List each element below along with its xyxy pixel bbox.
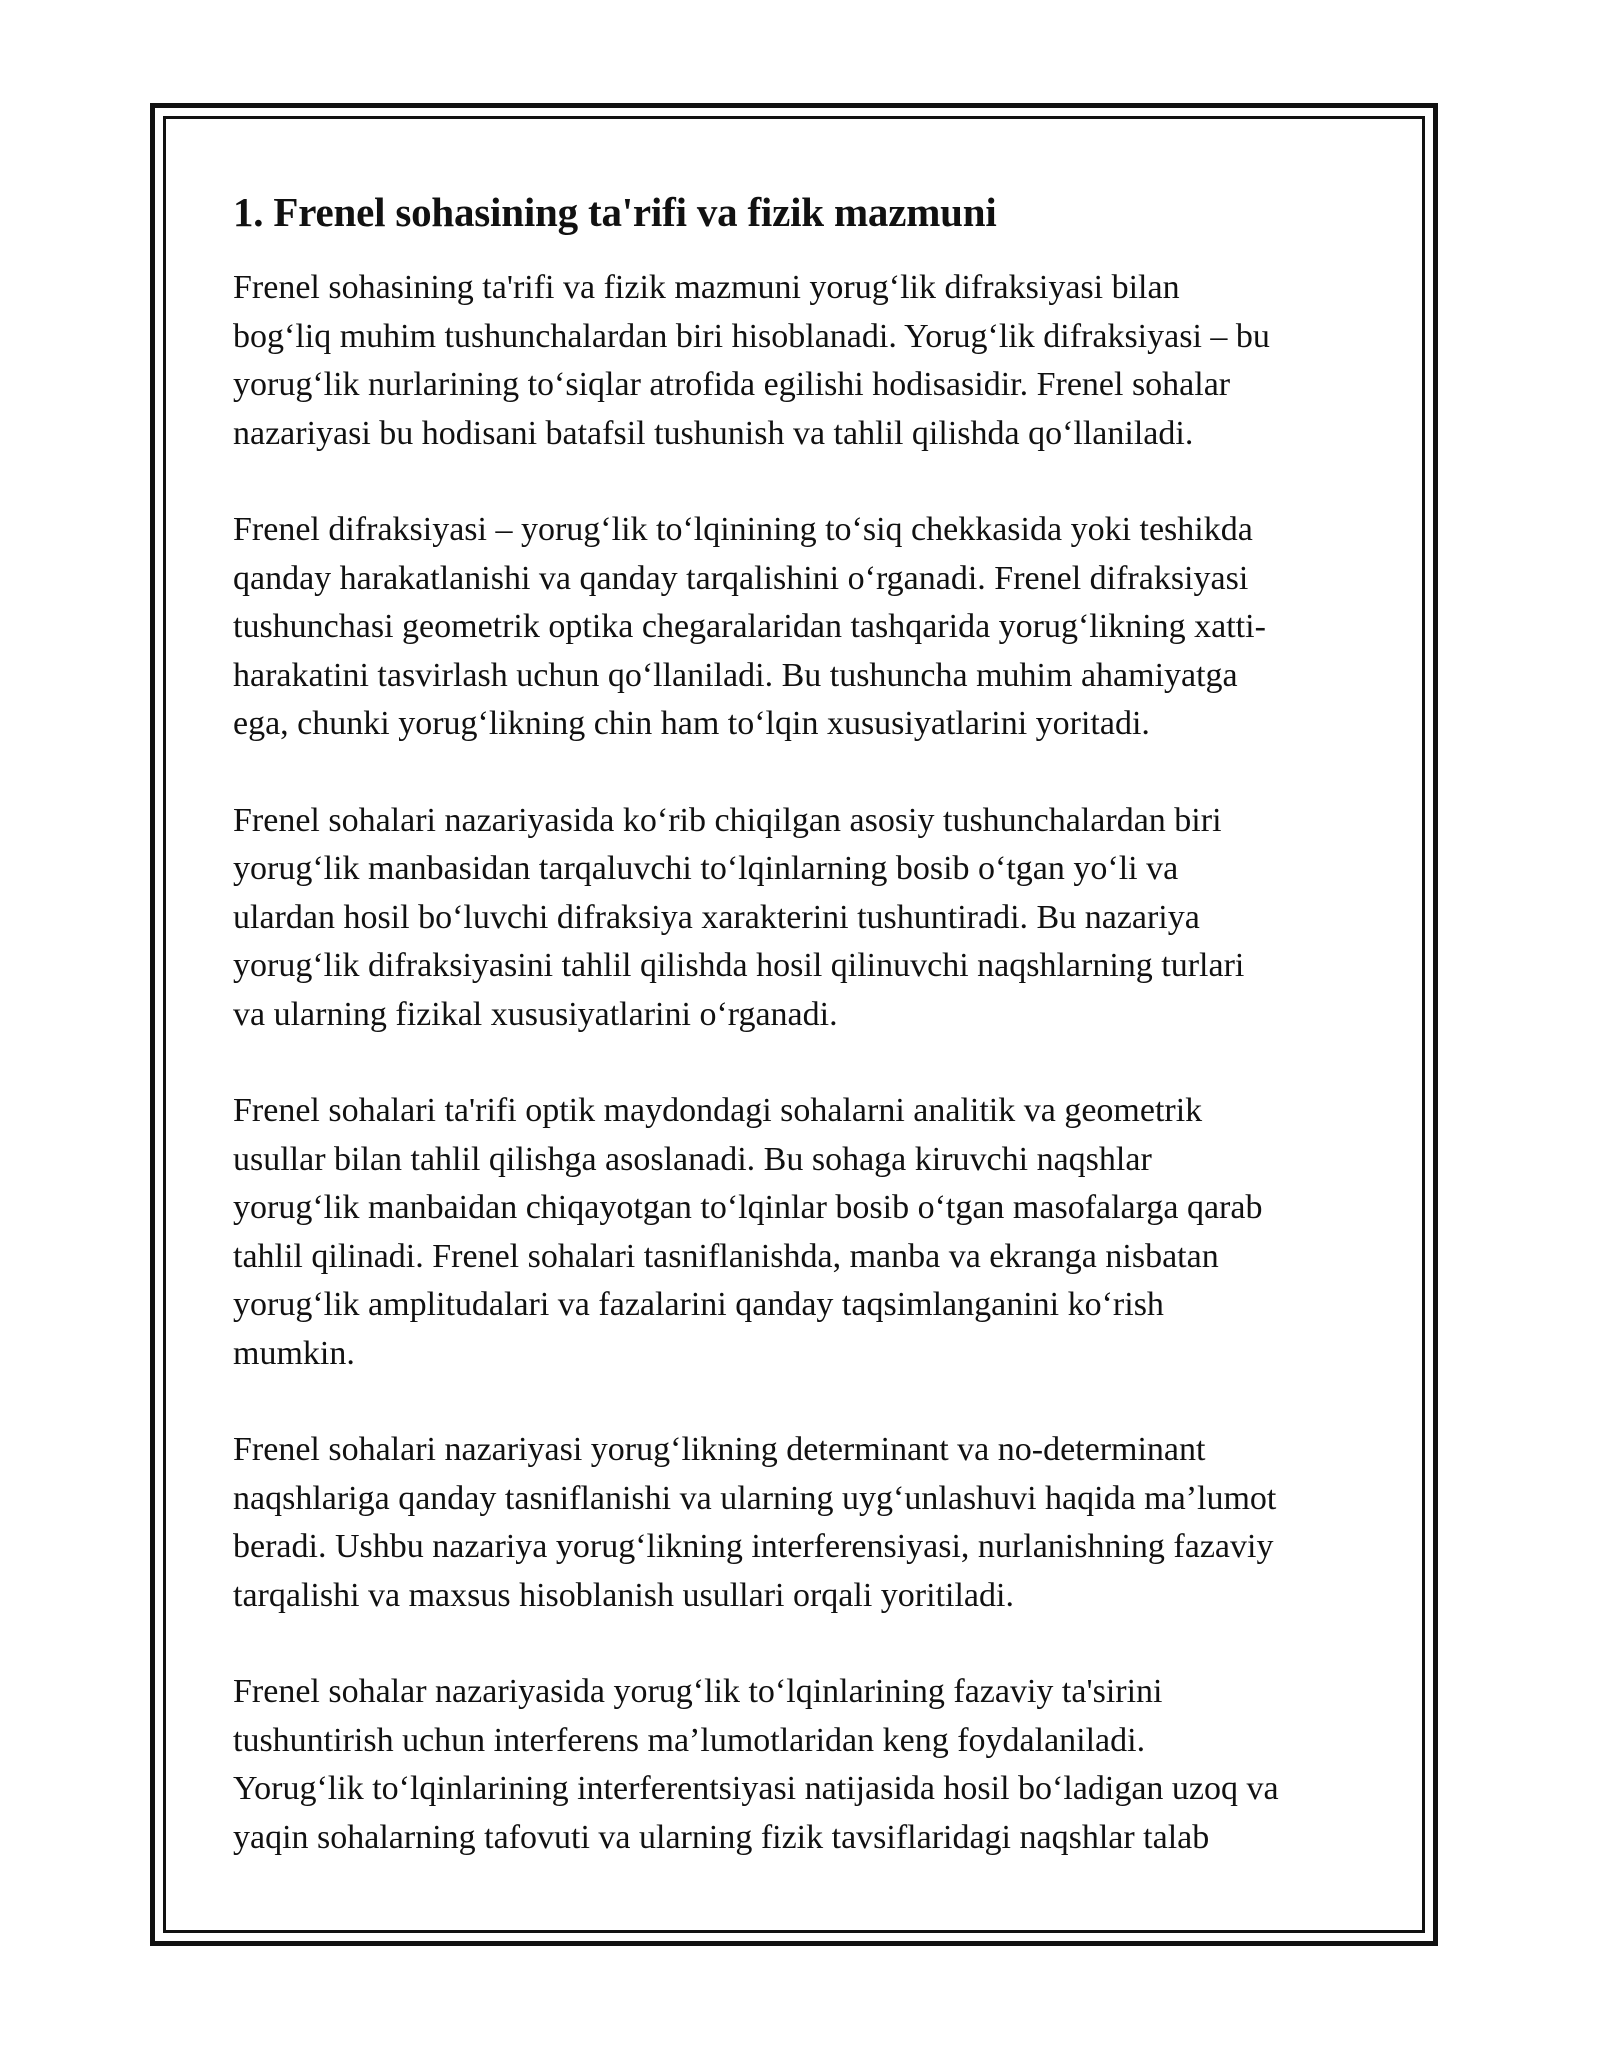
text-line: Frenel difraksiyasi – yorug‘lik to‘lqinining to‘siq chekkasida yoki teshikda [233,511,1253,548]
text-line: yorug‘lik manbaidan chiqayotgan to‘lqinlar bosib o‘tgan masofalarga qarab [233,1189,1263,1226]
text-line: tahlil qilinadi. Frenel sohalari tasniflanishda, manba va ekranga nisbatan [233,1237,1219,1275]
text-line: tushuntirish uchun interferens ma’lumotlaridan keng foydalaniladi. [233,1721,1146,1759]
text-line: ulardan hosil bo‘luvchi difraksiya xarakterini tushuntiradi. Bu nazariya [233,898,1200,936]
text-line: usullar bilan tahlil qilishga asoslanadi. Bu sohaga kiruvchi naqshlar [233,1140,1152,1178]
text-line: Frenel sohasining ta'rifi va fizik mazmuni yorug‘lik difraksiyasi bilan [233,269,1180,306]
paragraph-2 [233,506,1363,749]
text-line: mumkin. [233,1334,355,1372]
text-line: tarqalishi va maxsus hisoblanish usullari orqali yoritiladi. [233,1576,1014,1614]
text-line: bog‘liq muhim tushunchalardan biri hisoblanadi. Yorug‘lik difraksiyasi – bu [233,317,1270,355]
text-line: Frenel sohalari ta'rifi optik maydondagi sohalarni analitik va geometrik [233,1092,1203,1129]
paragraph-6 [233,1668,1363,1862]
text-line: va ularning fizikal xususiyatlarini o‘rganadi. [233,995,838,1033]
section-heading: 1. Frenel sohasining ta'rifi va fizik mazmuni [233,189,997,235]
text-line: tushunchasi geometrik optika chegaralaridan tashqarida yorug‘likning xatti- [233,608,1266,645]
text-line: beradi. Ushbu nazariya yorug‘likning interferensiyasi, nurlanishning fazaviy [233,1528,1274,1565]
paragraph-3 [233,797,1363,1040]
paragraph-4 [233,1087,1363,1378]
text-line: ega, chunki yorug‘likning chin ham to‘lqin xususiyatlarini yoritadi. [233,705,1150,742]
document-body [233,182,1363,1910]
text-line: Frenel sohalar nazariyasida yorug‘lik to‘lqinlarining fazaviy ta'sirini [233,1673,1163,1710]
text-line: yorug‘lik amplitudalari va fazalarini qanday taqsimlanganini ko‘rish [233,1286,1164,1323]
text-line: Frenel sohalari nazariyasida ko‘rib chiqilgan asosiy tushunchalardan biri [233,801,1222,839]
text-line: yorug‘lik manbasidan tarqaluvchi to‘lqinlarning bosib o‘tgan yo‘li va [233,850,1179,887]
paragraph-5 [233,1426,1363,1620]
text-line: yaqin sohalarning tafovuti va ularning fizik tavsiflaridagi naqshlar talab [233,1818,1210,1856]
text-line: yorug‘lik nurlarining to‘siqlar atrofida egilishi hodisasidir. Frenel sohalar [233,366,1231,403]
text-line: Frenel sohalari nazariyasi yorug‘likning determinant va no-determinant [233,1431,1206,1468]
text-line: yorug‘lik difraksiyasini tahlil qilishda hosil qilinuvchi naqshlarning turlari [233,947,1245,984]
text-line: harakatini tasvirlash uchun qo‘llaniladi. Bu tushuncha muhim ahamiyatga [233,656,1238,694]
text-line: naqshlariga qanday tasniflanishi va ularning uyg‘unlashuvi haqida ma’lumot [233,1479,1277,1517]
paragraph-1 [233,264,1363,458]
text-line: nazariyasi bu hodisani batafsil tushunish va tahlil qilishda qo‘llaniladi. [233,414,1194,452]
text-line: qanday harakatlanishi va qanday tarqalishini o‘rganadi. Frenel difraksiyasi [233,559,1249,597]
text-line: Yorug‘lik to‘lqinlarining interferentsiyasi natijasida hosil bo‘ladigan uzoq va [233,1770,1279,1807]
